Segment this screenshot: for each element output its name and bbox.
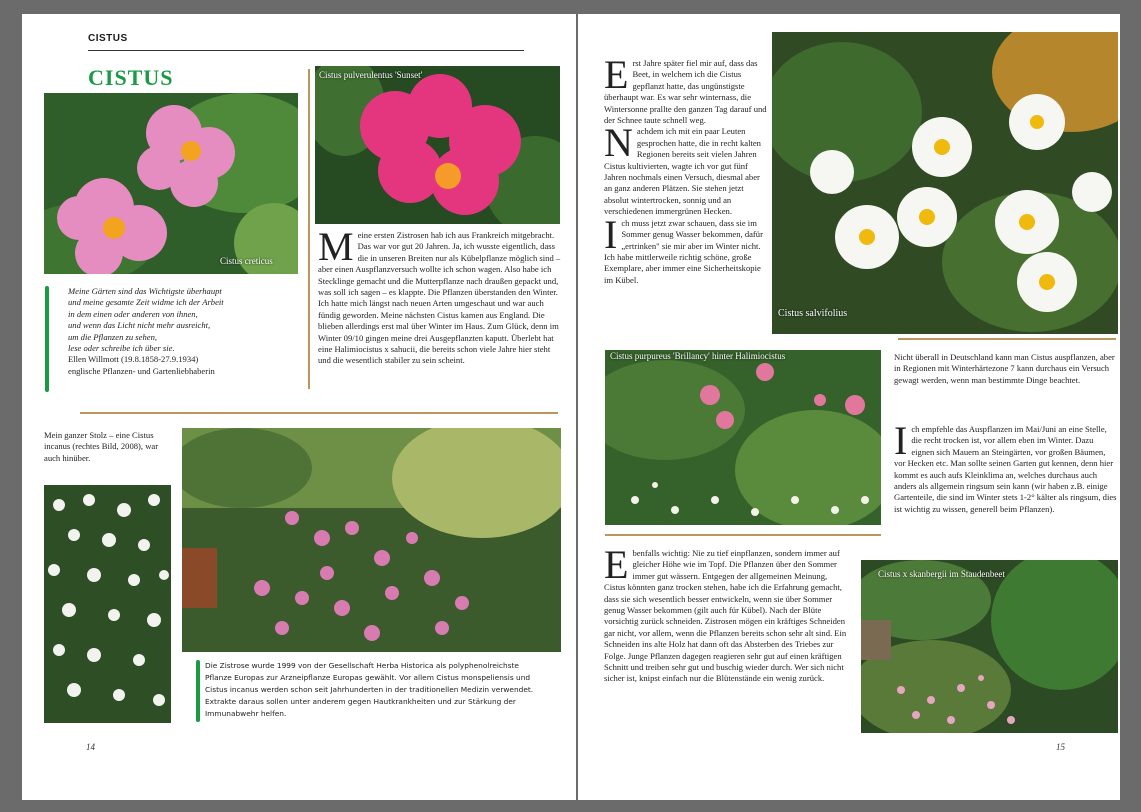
paragraph-wasser: ch muss jetzt zwar schauen, dass sie im Sommer genug Wasser bekommen, dafür „ertrinken" sie mir aber im Winter nicht. Ich habe mittlerweile richtig schöne, große Exemplare, aber immer eine Sicherheitskopie im Kübel. xyxy=(604,217,763,285)
quote-line: in dem einen oder anderen von ihnen, xyxy=(68,308,198,319)
caption-cistus-sunset: Cistus pulverulentus 'Sunset' xyxy=(319,70,423,80)
running-head-rule xyxy=(88,50,524,51)
paragraph-empfehlung: ch empfehle das Auspflanzen im Mai/Juni an eine Stelle, die recht trocken ist, vor allem eben im Winter. Dazu eignen sich Mauern an Steingärten, vor großen Bäumen, vor Hecken etc. Man sollte seinen Garten gut kennen, denn hier kommt es auch aufs Kleinklima an, welches durchaus auch anders als allgemein ringsum sein kann (wir haben z.B. einige Gartenteile, die sind im Winter stets 1-2° kälter als ringsum, dies ist wichtig zu wissen, generell beim Pflanzen). xyxy=(894,424,1117,514)
running-head: CISTUS xyxy=(88,33,128,44)
paragraph-beet: rst Jahre später fiel mir auf, dass das Beet, in welchem ich die Cistus gepflanzt hatte, das ungünstigste überhaupt war. Es war sehr winternass, die Wintersonne prallte den ganzen Tag darauf und der Schnee taute schnell weg. xyxy=(604,58,767,126)
section-divider-lower xyxy=(605,534,881,536)
photo-cistus-skanbergii xyxy=(861,560,1118,733)
quote-line: und meine gesamte Zeit widme ich der Arbeit xyxy=(68,297,224,308)
paragraph-versuch: achdem ich mit ein paar Leuten gesprochen hatte, die in recht kalten Regionen bereits seit vielen Jahren Cistus kultivierten, wagte ich vor gut fünf Jahren nochmals einen Versuch, diesmal aber an ganz anderen Plätzen. Sie stehen jetzt absolut wintertrocken, sonnig und an verschiedenen immergrünen Hecken. xyxy=(604,126,761,217)
quote-block xyxy=(68,286,298,377)
side-text: Nicht überall in Deutschland kann man Cistus auspflanzen, aber in Regionen mit Winterhärtezone 7 kann durchaus ein Versuch gewagt werden, wenn man bestimmte Dinge beachtet. xyxy=(894,352,1115,385)
text-column-left xyxy=(604,52,768,286)
quote-line: Meine Gärten sind das Wichtigste überhaupt xyxy=(68,286,222,296)
section-divider xyxy=(80,412,558,414)
drop-cap: I xyxy=(604,211,618,257)
drop-cap: M xyxy=(318,224,354,269)
caption-cistus-salvifolius: Cistus salvifolius xyxy=(778,308,848,319)
page-number: 15 xyxy=(1056,742,1065,752)
right-page xyxy=(578,14,1120,800)
quote-line: lese oder schreibe ich über sie. xyxy=(68,343,175,354)
herb-note: Die Zistrose wurde 1999 von der Gesellschaft Herba Historica als polyphenolreichste Pflanze Europas zur Arzneipflanze Europas gewählt. Vor allem Cistus monspeliensis und Cistus incanus werden schon seit Jahrhunderten in der traditionellen Medizin verwendet. Extrakte daraus sollen unter anderem gegen Hautkrankheiten und zur Stärkung der Immunabwehr helfen. xyxy=(205,661,534,718)
note-accent-bar xyxy=(196,660,200,722)
quote-author-role: englische Pflanzen- und Gartenliebhaberin xyxy=(68,365,215,376)
photo-cistus-creticus xyxy=(44,93,298,274)
quote-line: und wenn das Licht nicht mehr ausreicht, xyxy=(68,320,211,331)
page-title: CISTUS xyxy=(88,65,174,90)
main-text xyxy=(318,224,562,367)
photo-cistus-purpureus xyxy=(605,350,881,525)
drop-cap: E xyxy=(604,542,629,587)
column-divider xyxy=(308,69,310,389)
pride-caption: Mein ganzer Stolz – eine Cistus incanus (rechtes Bild, 2008), war auch hinüber. xyxy=(44,430,159,463)
drop-cap: I xyxy=(894,418,908,463)
photo-cistus-incanus xyxy=(182,428,561,652)
photo-white-cistus xyxy=(44,485,171,723)
left-page xyxy=(22,14,576,800)
photo-cistus-salvifolius xyxy=(772,32,1118,334)
photo-cistus-sunset xyxy=(315,66,560,224)
quote-author: Ellen Willmott (19.8.1858-27.9.1934) xyxy=(68,354,199,365)
recommend-text xyxy=(894,418,1118,515)
section-divider xyxy=(898,338,1116,340)
caption-cistus-creticus: Cistus creticus xyxy=(220,256,273,266)
drop-cap: E xyxy=(604,52,629,97)
quote-accent-bar xyxy=(45,286,49,392)
drop-cap: N xyxy=(604,120,633,166)
caption-cistus-skanbergii: Cistus x skanbergii im Staudenbeet xyxy=(878,569,1005,579)
quote-line: um die Pflanzen zu sehen, xyxy=(68,331,158,342)
important-text xyxy=(604,542,850,685)
page-number: 14 xyxy=(86,742,95,752)
caption-cistus-purpureus: Cistus purpureus 'Brillancy' hinter Halimiocistus xyxy=(610,351,786,361)
paragraph-wichtig: benfalls wichtig: Nie zu tief einpflanzen, sondern immer auf gleicher Höhe wie im Topf. Die Pflanzen über den Sommer immer gut wässern. Entgegen der allgemeinen Meinung, Cistus könnten ganz trocken stehen, habe ich die Erfahrung gemacht, dass sie sich wesentlich besser entwickeln, wenn sie über Sommer genug Wasser bekommen (gilt auch für Kübel). Nach der Blüte vorsichtig zurück schneiden. Zistrosen mögen ein kräftiges Schneiden gar nicht, vor allem, wenn die Pflanzen bereits schon sehr alt sind. Ein Schneiden ins alte Holz hat dann oft das Absterben des Triebes zur Folge. Junge Pflanzen dagegen reagieren sehr gut auf einen kräftigen Schnitt und treiben sehr gut und buschig wieder durch. Wer sich nicht sicher ist, knipst einfach nur die Blütenstände ein wenig zurück. xyxy=(604,548,847,684)
main-paragraph: eine ersten Zistrosen hab ich aus Frankreich mitgebracht. Das war vor gut 20 Jahren. Ja, ich wusste eigentlich, dass die in unseren Breiten nur als Kübelpflanze möglich sind – aber einen Auspflanzversuch wollte ich schon wagen. Also habe ich Stecklinge gemacht und die Mutterpflanze nach draußen gepackt und, was soll ich sagen – es klappte. Die Pflanzen überstanden den Winter. Ich hatte mich längst nach neuen Arten umgeschaut und war auch fündig geworden. Meine nächsten Cistus kamen aus England. Die blieben allerdings erst mal über Winter im Haus. Zum Glück, denn im Winter 09/10 gingen meine drei Ausgepflanzten kaputt. Überlebt hat eine Halimiocistus x sahucii, die bereits schon viele Jahre hier steht und die wesentlich stabiler zu sein scheint. xyxy=(318,230,561,366)
